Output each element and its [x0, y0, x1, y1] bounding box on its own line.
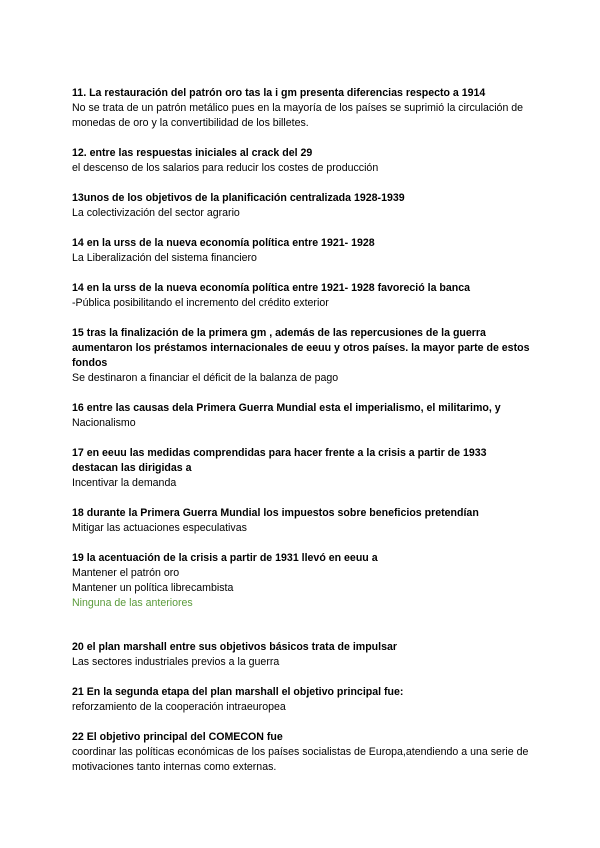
question-text: 19 la acentuación de la crisis a partir de 1931 llevó en eeuu a — [72, 552, 378, 564]
question-item — [72, 640, 532, 670]
answer-text: Nacionalismo — [72, 417, 136, 429]
question-item — [72, 146, 532, 176]
highlighted-answer: Ninguna de las anteriores — [72, 597, 193, 609]
question-text: 18 durante la Primera Guerra Mundial los impuestos sobre beneficios pretendían — [72, 507, 479, 519]
question-item — [72, 506, 532, 536]
answer-text: coordinar las políticas económicas de los países socialistas de Europa,atendiendo a una serie de motivaciones tanto internas como externas. — [72, 746, 529, 773]
answer-text: Las sectores industriales previos a la guerra — [72, 656, 280, 668]
question-item — [72, 281, 532, 311]
question-item — [72, 86, 532, 131]
question-text: 12. entre las respuestas iniciales al crack del 29 — [72, 147, 313, 159]
question-text: 11. La restauración del patrón oro tas la i gm presenta diferencias respecto a 1914 — [72, 87, 486, 99]
question-text: 13unos de los objetivos de la planificación centralizada 1928-1939 — [72, 192, 405, 204]
question-text: 16 entre las causas dela Primera Guerra Mundial esta el imperialismo, el militarimo, y — [72, 402, 501, 414]
question-text: 17 en eeuu las medidas comprendidas para hacer frente a la crisis a partir de 1933 destacan las dirigidas a — [72, 447, 487, 474]
answer-text: La Liberalización del sistema financiero — [72, 252, 257, 264]
answer-text: reforzamiento de la cooperación intraeuropea — [72, 701, 286, 713]
answer-text: Se destinaron a financiar el déficit de la balanza de pago — [72, 372, 339, 384]
question-text: 14 en la urss de la nueva economía política entre 1921- 1928 — [72, 237, 375, 249]
question-item — [72, 685, 532, 715]
answer-text: Incentivar la demanda — [72, 477, 177, 489]
answer-text: Mantener un política librecambista — [72, 582, 234, 594]
question-item — [72, 236, 532, 266]
answer-text: Mantener el patrón oro — [72, 567, 180, 579]
answer-text: La colectivización del sector agrario — [72, 207, 240, 219]
question-item — [72, 326, 532, 386]
answer-text: -Pública posibilitando el incremento del crédito exterior — [72, 297, 329, 309]
question-item — [72, 446, 532, 491]
question-item — [72, 401, 532, 431]
question-text: 15 tras la finalización de la primera gm , además de las repercusiones de la guerra aumentaron los préstamos internacionales de eeuu y otros países. la mayor parte de estos fondos — [72, 327, 530, 369]
answer-text: Mitigar las actuaciones especulativas — [72, 522, 247, 534]
question-text: 14 en la urss de la nueva economía política entre 1921- 1928 favoreció la banca — [72, 282, 471, 294]
question-item — [72, 551, 532, 611]
answer-text: el descenso de los salarios para reducir los costes de producción — [72, 162, 379, 174]
question-item — [72, 730, 532, 775]
question-text: 20 el plan marshall entre sus objetivos básicos trata de impulsar — [72, 641, 397, 653]
question-text: 22 El objetivo principal del COMECON fue — [72, 731, 283, 743]
question-text: 21 En la segunda etapa del plan marshall el objetivo principal fue: — [72, 686, 404, 698]
answer-text: No se trata de un patrón metálico pues en la mayoría de los países se suprimió la circulación de monedas de oro y la convertibilidad de los billetes. — [72, 102, 524, 129]
document-page — [72, 86, 532, 790]
question-item — [72, 191, 532, 221]
